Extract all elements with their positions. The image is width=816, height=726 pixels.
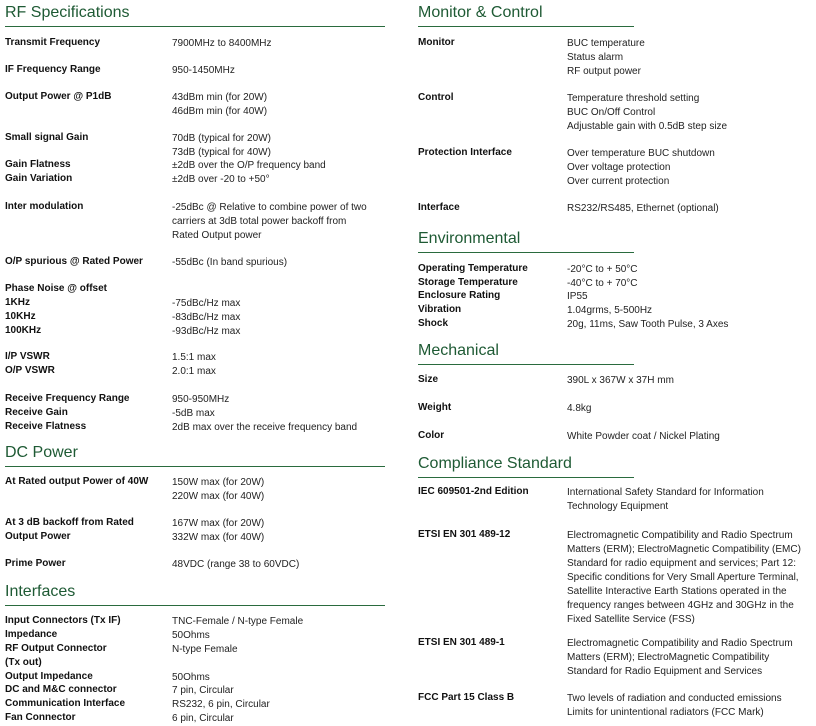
label-line: Communication Interface: [5, 698, 126, 709]
monitor-control-title: Monitor & Control: [418, 4, 543, 21]
monitor-row-label: [418, 201, 460, 215]
dc-power-title: DC Power: [5, 444, 78, 461]
environmental-row-value: [567, 304, 652, 318]
value-line: 43dBm min (for 20W): [172, 92, 268, 103]
rf-row-value: [172, 159, 326, 173]
monitor-row-label: [418, 36, 455, 50]
interfaces-title: Interfaces: [5, 583, 76, 600]
value-line: 4.8kg: [567, 403, 592, 414]
mechanical-row-value: [567, 430, 720, 444]
value-line: 48VDC (range 38 to 60VDC): [172, 559, 300, 570]
value-line: Specific conditions for Very Small Aperture Terminal,: [567, 572, 799, 583]
label-line: Inter modulation: [5, 201, 84, 212]
label-line: Control: [418, 92, 454, 103]
label-line: Prime Power: [5, 558, 66, 569]
environmental-title: Environmental: [418, 230, 521, 247]
environmental-row-label: [418, 276, 518, 290]
interfaces-row-value: [172, 671, 210, 685]
rf-row-label: [5, 158, 71, 172]
value-line: 1.04grms, 5-500Hz: [567, 305, 653, 316]
mechanical-row-label: [418, 373, 438, 387]
dc-row-value: [172, 476, 264, 504]
environmental-row-label: [418, 317, 448, 331]
rf-row-value: [172, 173, 270, 187]
rf-row-label: [5, 90, 111, 104]
mechanical-row-value: [567, 402, 591, 416]
monitor-row-value: [567, 147, 715, 189]
value-line: Status alarm: [567, 52, 624, 63]
label-line: Receive Flatness: [5, 421, 87, 432]
value-line: 50Ohms: [172, 630, 210, 641]
label-line: O/P VSWR: [5, 365, 55, 376]
value-line: RF output power: [567, 66, 641, 77]
label-line: Output Impedance: [5, 671, 93, 682]
label-line: Storage Temperature: [418, 277, 518, 288]
value-line: BUC temperature: [567, 38, 645, 49]
dc-row-value: [172, 517, 264, 545]
dc-row-label: [5, 557, 66, 571]
compliance-title-rule: [418, 477, 634, 478]
label-line: Small signal Gain: [5, 132, 89, 143]
interfaces-row-value: [172, 629, 210, 643]
rf-row-label: [5, 36, 100, 50]
value-line: 70dB (typical for 20W): [172, 133, 271, 144]
mechanical-title-rule: [418, 364, 634, 365]
value-line: Over current protection: [567, 176, 670, 187]
compliance-row-label: [418, 691, 514, 705]
dc-row-label: [5, 475, 148, 489]
value-line: 950-950MHz: [172, 394, 230, 405]
monitor-title-rule: [418, 26, 634, 27]
value-line: Electromagnetic Compatibility and Radio Spectrum: [567, 638, 793, 649]
rf-row-label: [5, 63, 101, 77]
interfaces-row-label: [5, 614, 121, 628]
interfaces-row-value: [172, 615, 303, 629]
label-line: Shock: [418, 318, 449, 329]
environmental-row-value: [567, 318, 728, 332]
compliance-row-label: [418, 528, 510, 542]
label-line: Size: [418, 374, 439, 385]
value-line: 950-1450MHz: [172, 65, 235, 76]
value-line: BUC On/Off Control: [567, 107, 656, 118]
value-line: carriers at 3dB total power backoff from: [172, 216, 347, 227]
rf-row-value: [172, 256, 287, 270]
value-line: Matters (ERM); ElectroMagnetic Compatibility (EMC): [567, 544, 801, 555]
value-line: 7 pin, Circular: [172, 685, 234, 696]
value-line: Technology Equipment: [567, 501, 669, 512]
compliance-row-value: [567, 529, 801, 627]
rf-row-label: [5, 392, 130, 406]
environmental-row-value: [567, 277, 638, 291]
mechanical-row-label: [418, 401, 451, 415]
interfaces-row-label: [5, 642, 107, 670]
interfaces-row-value: [172, 643, 238, 657]
rf-row-value: [172, 132, 271, 160]
compliance-row-label: [418, 485, 529, 499]
label-line: At 3 dB backoff from Rated: [5, 517, 134, 528]
rf-row-value: [172, 407, 215, 421]
value-line: -75dBc/Hz max: [172, 298, 241, 309]
value-line: Adjustable gain with 0.5dB step size: [567, 121, 728, 132]
value-line: -93dBc/Hz max: [172, 326, 241, 337]
value-line: ±2dB over -20 to +50°: [172, 174, 270, 185]
label-line: Enclosure Rating: [418, 290, 501, 301]
rf-row-value: [172, 421, 357, 435]
monitor-row-value: [567, 37, 645, 79]
value-line: RS232/RS485, Ethernet (optional): [567, 203, 719, 214]
value-line: 73dB (typical for 40W): [172, 147, 271, 158]
label-line: Monitor: [418, 37, 455, 48]
label-line: Operating Temperature: [418, 263, 528, 274]
rf-row-value: [172, 351, 216, 365]
rf-row-value: [172, 201, 367, 243]
label-line: IF Frequency Range: [5, 64, 101, 75]
value-line: RS232, 6 pin, Circular: [172, 699, 270, 710]
rf-row-value: [172, 37, 272, 51]
value-line: -83dBc/Hz max: [172, 312, 241, 323]
rf-row-label: [5, 406, 68, 420]
rf-specifications-title: RF Specifications: [5, 4, 130, 21]
value-line: Electromagnetic Compatibility and Radio Spectrum: [567, 530, 793, 541]
value-line: Standard for radio equipment and services; Part 12:: [567, 558, 797, 569]
compliance-standard-title: Compliance Standard: [418, 455, 572, 472]
label-line: IEC 609501-2nd Edition: [418, 486, 529, 497]
interfaces-row-label: [5, 711, 76, 725]
label-line: I/P VSWR: [5, 351, 50, 362]
label-line: Phase Noise @ offset: [5, 283, 108, 294]
value-line: International Safety Standard for Information: [567, 487, 764, 498]
value-line: 150W max (for 20W): [172, 477, 265, 488]
value-line: TNC-Female / N-type Female: [172, 616, 304, 627]
value-line: 20g, 11ms, Saw Tooth Pulse, 3 Axes: [567, 319, 729, 330]
compliance-row-label: [418, 636, 505, 650]
label-line: 100KHz: [5, 325, 42, 336]
compliance-row-value: [567, 486, 764, 514]
monitor-row-value: [567, 92, 727, 134]
label-line: 1KHz: [5, 297, 31, 308]
value-line: Matters (ERM); ElectroMagnetic Compatibility: [567, 652, 770, 663]
value-line: Over voltage protection: [567, 162, 671, 173]
label-line: Receive Gain: [5, 407, 68, 418]
label-line: ETSI EN 301 489-12: [418, 529, 511, 540]
rf-title-rule: [5, 26, 385, 27]
label-line: O/P spurious @ Rated Power: [5, 256, 143, 267]
value-line: -25dBc @ Relative to combine power of two: [172, 202, 367, 213]
value-line: ±2dB over the O/P frequency band: [172, 160, 326, 171]
value-line: Temperature threshold setting: [567, 93, 700, 104]
environmental-row-label: [418, 262, 528, 276]
dc-row-value: [172, 558, 299, 572]
rf-row-label: [5, 282, 107, 338]
monitor-row-label: [418, 146, 512, 160]
value-line: -55dBc (In band spurious): [172, 257, 288, 268]
rf-row-label: [5, 364, 55, 378]
label-line: Output Power: [5, 531, 71, 542]
value-line: Two levels of radiation and conducted emissions: [567, 693, 782, 704]
interfaces-row-label: [5, 683, 117, 697]
rf-row-value: [172, 283, 240, 339]
value-line: 2.0:1 max: [172, 366, 216, 377]
environmental-row-label: [418, 303, 461, 317]
label-line: Color: [418, 430, 445, 441]
value-line: frequency ranges between 4GHz and 30GHz in the: [567, 600, 794, 611]
value-line: Satellite Interactive Earth Stations operated in the: [567, 586, 787, 597]
rf-row-label: [5, 131, 88, 145]
environmental-title-rule: [418, 252, 634, 253]
interfaces-row-value: [172, 698, 270, 712]
interfaces-title-rule: [5, 605, 385, 606]
compliance-row-value: [567, 692, 782, 720]
label-line: (Tx out): [5, 657, 42, 668]
rf-row-value: [172, 365, 216, 379]
label-line: Weight: [418, 402, 452, 413]
value-line: [172, 283, 240, 297]
label-line: Protection Interface: [418, 147, 512, 158]
label-line: DC and M&C connector: [5, 684, 117, 695]
environmental-row-label: [418, 289, 500, 303]
rf-row-value: [172, 91, 267, 119]
value-line: White Powder coat / Nickel Plating: [567, 431, 720, 442]
rf-row-value: [172, 393, 229, 407]
value-line: IP55: [567, 291, 588, 302]
label-line: Input Connectors (Tx IF): [5, 615, 121, 626]
rf-row-label: [5, 420, 86, 434]
value-line: -40°C to + 70°C: [567, 278, 638, 289]
value-line: Limits for unintentional radiators (FCC Mark): [567, 707, 764, 718]
interfaces-row-label: [5, 670, 93, 684]
value-line: Standard for Radio Equipment and Services: [567, 666, 763, 677]
mechanical-row-label: [418, 429, 444, 443]
dc-row-label: [5, 516, 134, 544]
label-line: Vibration: [418, 304, 462, 315]
value-line: N-type Female: [172, 644, 238, 655]
label-line: At Rated output Power of 40W: [5, 476, 149, 487]
environmental-row-value: [567, 263, 638, 277]
value-line: 2dB max over the receive frequency band: [172, 422, 358, 433]
value-line: 332W max (for 40W): [172, 532, 265, 543]
value-line: 1.5:1 max: [172, 352, 216, 363]
value-line: Rated Output power: [172, 230, 262, 241]
label-line: Receive Frequency Range: [5, 393, 130, 404]
label-line: Gain Variation: [5, 173, 73, 184]
label-line: Output Power @ P1dB: [5, 91, 112, 102]
value-line: 167W max (for 20W): [172, 518, 265, 529]
environmental-row-value: [567, 290, 588, 304]
interfaces-row-label: [5, 628, 57, 642]
value-line: 6 pin, Circular: [172, 713, 234, 724]
value-line: 390L x 367W x 37H mm: [567, 375, 674, 386]
label-line: Impedance: [5, 629, 58, 640]
label-line: RF Output Connector: [5, 643, 107, 654]
label-line: Gain Flatness: [5, 159, 71, 170]
rf-row-label: [5, 172, 72, 186]
label-line: Transmit Frequency: [5, 37, 101, 48]
mechanical-row-value: [567, 374, 674, 388]
label-line: Interface: [418, 202, 460, 213]
value-line: 50Ohms: [172, 672, 210, 683]
label-line: FCC Part 15 Class B: [418, 692, 515, 703]
dc-title-rule: [5, 466, 385, 467]
rf-row-label: [5, 350, 50, 364]
monitor-row-value: [567, 202, 719, 216]
label-line: ETSI EN 301 489-1: [418, 637, 505, 648]
compliance-row-value: [567, 637, 793, 679]
rf-row-label: [5, 255, 143, 269]
value-line: 7900MHz to 8400MHz: [172, 38, 272, 49]
rf-row-label: [5, 200, 83, 214]
rf-row-value: [172, 64, 235, 78]
interfaces-row-label: [5, 697, 125, 711]
value-line: -5dB max: [172, 408, 215, 419]
value-line: -20°C to + 50°C: [567, 264, 638, 275]
value-line: 220W max (for 40W): [172, 491, 265, 502]
mechanical-title: Mechanical: [418, 342, 499, 359]
value-line: 46dBm min (for 40W): [172, 106, 268, 117]
label-line: Fan Connector: [5, 712, 76, 723]
label-line: 10KHz: [5, 311, 36, 322]
monitor-row-label: [418, 91, 454, 105]
interfaces-row-value: [172, 684, 234, 698]
value-line: Fixed Satellite Service (FSS): [567, 614, 695, 625]
value-line: Over temperature BUC shutdown: [567, 148, 715, 159]
